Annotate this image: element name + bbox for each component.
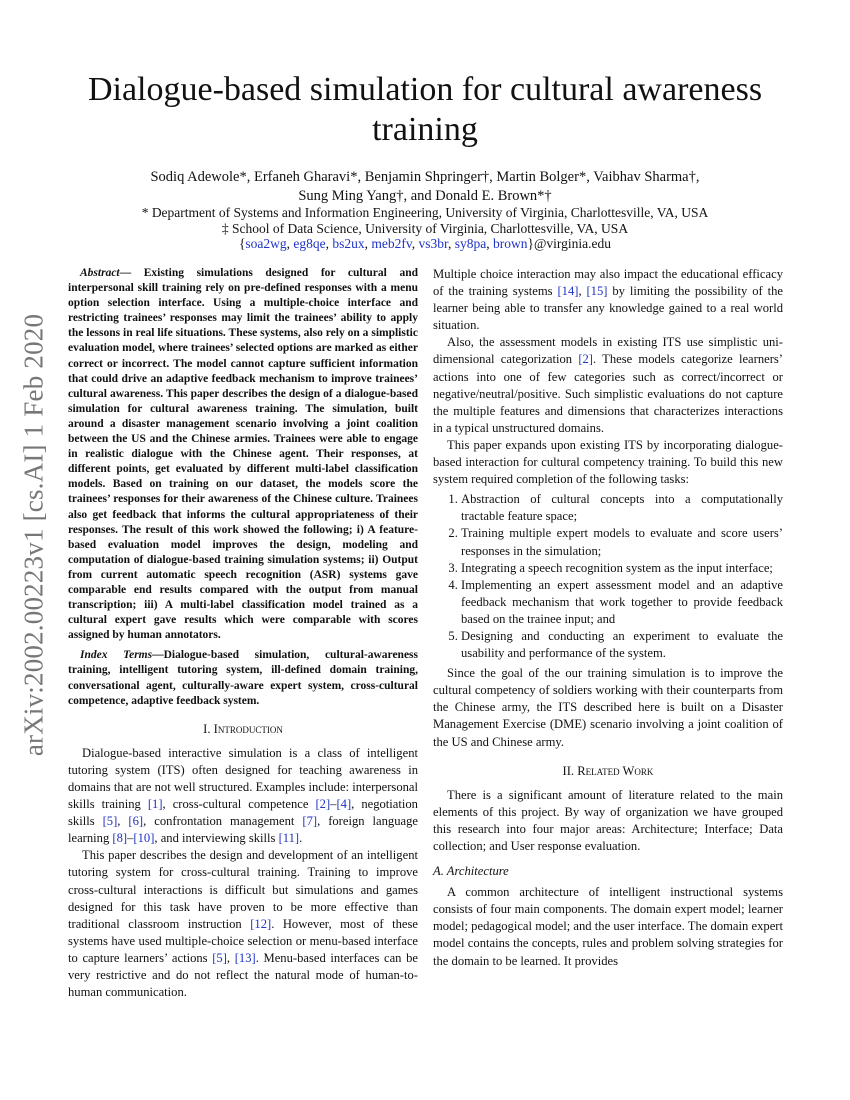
- citation-link[interactable]: [12]: [250, 916, 272, 931]
- citation-link[interactable]: [7]: [302, 814, 318, 829]
- citation-link[interactable]: [1]: [147, 797, 163, 812]
- paper-title: Dialogue-based simulation for cultural awareness training: [87, 71, 763, 148]
- email-domain: }@virginia.edu: [527, 236, 612, 251]
- right-paragraph-4: Since the goal of the our training simulation is to improve the cultural competency of soldiers working with their counterparts from the Chinese army, the ITS described here is built on a Disaster Management Exercise (DME) scenario involving a joint coalition of the US and Chinese army.: [433, 666, 783, 749]
- citation-link[interactable]: [15]: [586, 284, 608, 299]
- intro-paragraph-2: This paper describes the design and development of an intelligent tutoring system for cross-cultural training. Training to improve cross-cultural interactions is difficult but simulations and games designed for this task have proven to be more effective than traditional classroom instruction [12]. However, most of these systems have used multiple-choice selection or menu-based interface to capture learners’ actions [5], [13]. Menu-based interfaces can be very restrictive and do not reflect the natural mode of human-to-human communication.: [68, 848, 419, 1000]
- section-heading-introduction: I. Introduction: [203, 721, 283, 736]
- right-paragraph-1: Multiple choice interaction may also impact the educational efficacy of the training systems [14], [15] by limiting the possibility of the learner being able to transfer any knowledge gained to a real world situation.: [433, 267, 783, 333]
- email-link[interactable]: bs2ux: [332, 236, 365, 251]
- abstract-text: — Existing simulations designed for cultural and interpersonal skill training rely on pre-defined responses with a menu option selection interface. Using a multiple-choice interface and restricting trainees’ responses may limit the trainees’ ability to apply the lessons in real life situations. These systems, also rely on a simplistic evaluation model, where trainees’ selected options are marked as either correct or incorrect. The model cannot capture sufficient information that could drive an adaptive feedback mechanism to improve trainees’ cultural awareness. This paper describes the design of a dialogue-based simulation for cultural awareness training. The simulation, built around a disaster management scenario involving a joint coalition between the US and the Chinese armies. Trainees were able to engage in realistic dialogue with the Chinese agent. Their responses, at different points, get evaluated by different multi-label classification models. Based on training on our dataset, the models score the trainees’ responses for their awareness of the Chinese culture. Trainees also get feedback that informs the cultural appropriateness of their responses. The result of this work showed the following; i) A feature-based evaluation model improves the design, modeling and computation of dialogue-based training simulation systems; ii) Output from current automatic speech recognition (ASR) systems gave comparable end results compared with the output from manual transcription; iii) A multi-label classification model trained as a cultural expert gave results which were comparable with scores assigned by human annotators.: [68, 267, 418, 642]
- list-item: 1. Abstraction of cultural concepts into a computationally tractable feature space;: [461, 491, 783, 525]
- email-open-brace: {: [238, 236, 246, 251]
- section-heading-related-work: II. Related Work: [562, 763, 654, 778]
- intro-paragraph-1: Dialogue-based interactive simulation is a class of intelligent tutoring system (ITS) often designed for teaching awareness in domains that are not well structured. Examples include: interpersonal skills training [1], cross-cultural competence [2]–[4], negotiation skills [5], [6], confrontation management [7], foreign language learning [8]–[10], and interviewing skills [11].: [68, 745, 418, 846]
- task-list: [433, 491, 783, 662]
- citation-link[interactable]: [2]: [315, 797, 331, 812]
- affiliation-1: * Department of Systems and Information Engineering, University of Virginia, Charlottesville, VA, USA: [141, 205, 709, 220]
- architecture-paragraph: A common architecture of intelligent instructional systems consists of four main components. The domain expert model; learner model; pedagogical model; and the user interface. The domain expert model contains the concepts, rules and problem solving strategies for the domain to be learned. It provides: [433, 885, 783, 968]
- citation-link[interactable]: [8]: [112, 831, 128, 846]
- arxiv-id-text: arXiv:2002.00223v1 [cs.AI] 1 Feb 2020: [18, 313, 49, 757]
- left-column: [68, 266, 418, 1001]
- email-link[interactable]: eg8qe: [293, 236, 326, 251]
- email-link[interactable]: vs3br: [418, 236, 449, 251]
- abstract: [68, 266, 418, 643]
- citation-link[interactable]: [11]: [278, 831, 300, 846]
- email-link[interactable]: brown: [493, 236, 528, 251]
- affiliation-2: ‡ School of Data Science, University of Virginia, Charlottesville, VA, USA: [221, 221, 629, 236]
- arxiv-sidebar-identifier: [14, 300, 54, 770]
- citation-link[interactable]: [5]: [102, 814, 118, 829]
- citation-link[interactable]: [4]: [336, 797, 352, 812]
- related-work-paragraph: There is a significant amount of literature related to the main elements of this project. By way of organization we have grouped this research into four major areas: Architecture; Interface; Data collection; and User response evaluation.: [433, 787, 783, 853]
- author-line-2: Sung Ming Yang†, and Donald E. Brown*†: [298, 188, 552, 204]
- citation-link[interactable]: [13]: [234, 950, 256, 965]
- citation-link[interactable]: [14]: [557, 284, 579, 299]
- list-item: 3. Integrating a speech recognition system as the input interface;: [461, 560, 783, 577]
- subsection-heading-architecture: A. Architecture: [433, 864, 509, 879]
- citation-link[interactable]: [6]: [128, 814, 144, 829]
- right-column: [433, 266, 783, 970]
- citation-link[interactable]: [5]: [212, 950, 227, 965]
- index-terms-text: —Dialogue-based simulation, cultural-awareness training, intelligent tutoring system, ill-defined domain training, conversational agent, culturally-aware expert system, cross-cultural competence, adaptive feedback system.: [68, 649, 418, 707]
- index-terms-label: Index Terms: [80, 649, 153, 662]
- citation-link[interactable]: [10]: [133, 831, 155, 846]
- list-item: 4. Implementing an expert assessment model and an adaptive feedback mechanism that work together to provide feedback based on the trainee input; and: [461, 577, 783, 628]
- abstract-label: Abstract: [80, 267, 120, 279]
- email-link[interactable]: sy8pa: [454, 236, 487, 251]
- list-item: 5. Designing and conducting an experiment to evaluate the usability and performance of the system.: [461, 628, 783, 662]
- email-link[interactable]: meb2fv: [371, 236, 412, 251]
- right-paragraph-3: This paper expands upon existing ITS by incorporating dialogue-based interaction for cultural competency training. To build this new system required completion of the following tasks:: [433, 437, 783, 487]
- author-emails: {soa2wg, eg8qe, bs2ux, meb2fv, vs3br, sy8pa, brown}@virginia.edu: [238, 236, 612, 251]
- index-terms: [68, 648, 418, 708]
- author-line-1: Sodiq Adewole*, Erfaneh Gharavi*, Benjamin Shpringer†, Martin Bolger*, Vaibhav Sharma†,: [150, 169, 700, 185]
- right-paragraph-2: Also, the assessment models in existing ITS use simplistic uni-dimensional categorization [2]. These models categorize learners’ actions into one of few categories such as correct/incorrect or negative/neutral/positive. Such simplistic evaluations do not capture the multiple features and dimensions that characterizes interactions in a typical unstructured domains.: [433, 335, 783, 435]
- citation-link[interactable]: [2]: [578, 352, 593, 367]
- email-link[interactable]: soa2wg: [245, 236, 287, 251]
- list-item: 2. Training multiple expert models to evaluate and score users’ responses in the simulation;: [461, 525, 783, 559]
- author-list: [70, 168, 780, 206]
